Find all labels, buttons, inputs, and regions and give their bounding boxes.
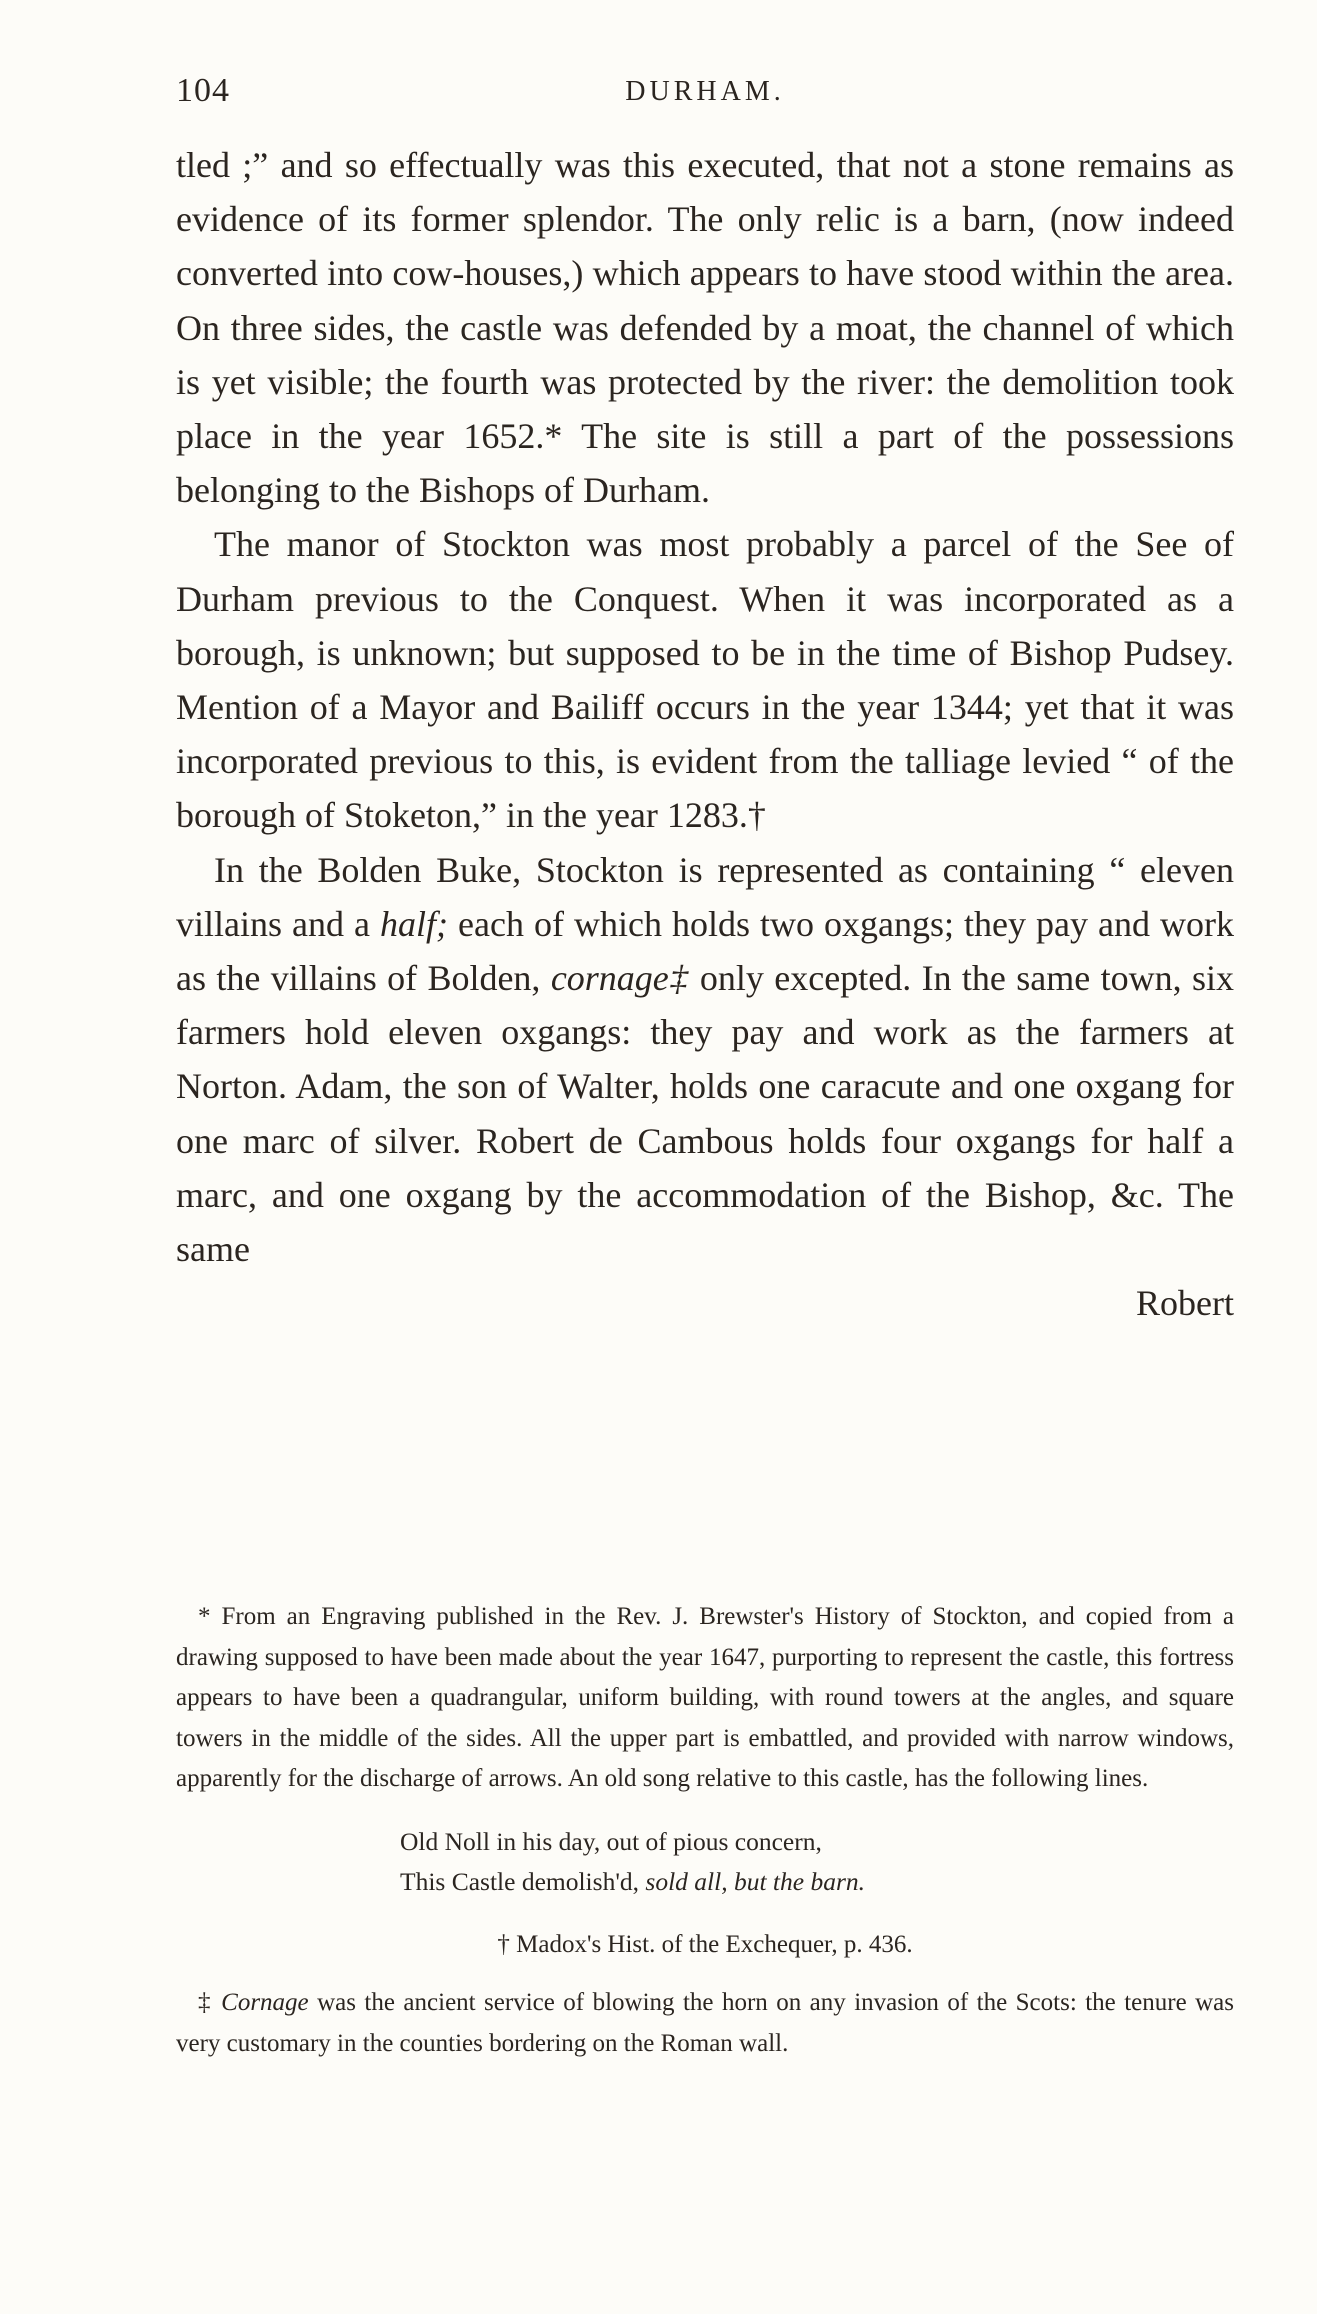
footnote-cornage: [176, 1983, 1234, 2064]
footnote-verse: [176, 1822, 1234, 1903]
paragraph-castle-demolition: tled ;” and so effectually was this executed, that not a stone remains as evidence of its former splendor. The only relic is a barn, (now indeed converted into cow-houses,) which appears to have stood within the area. On three sides, the castle was defended by a moat, the channel of which is yet visible; the fourth was protected by the river: the demolition took place in the year 1652.* The site is still a part of the possessions belonging to the Bishops of Durham.: [176, 145, 1234, 511]
footnote-cornage-text: was the ancient service of blowing the horn on any invasion of the Scots: the tenure was very customary in the counties bordering on the Roman wall.: [176, 1989, 1235, 2057]
bolden-buke-italic-half: half;: [380, 903, 449, 944]
bolden-buke-text-1: In the Bolden Buke, Stockton is represented as containing “ eleven villains and a: [176, 849, 1234, 944]
bolden-buke-text-3: only excepted. In the same town, six farmers hold eleven oxgangs: they pay and work as the farmers at Norton. Adam, the son of Walter, holds one caracute and one oxgang for one marc of silver. Robert de Cambous holds four oxgangs for half a marc, and one oxgang by the accommodation of the Bishop, &c. The same: [176, 958, 1235, 1270]
bolden-buke-text-2: each of which holds two oxgangs; they pay and work as the villains of Bolden,: [176, 903, 1235, 999]
paragraph-manor-of-stockton: The manor of Stockton was most probably a parcel of the See of Durham previous to the Conquest. When it was incorporated as a borough, is unknown; but supposed to be in the time of Bishop Pudsey. Mention of a Mayor and Bailiff occurs in the year 1344; yet that it was incorporated previous to this, is evident from the talliage levied “ of the borough of Stoketon,” in the year 1283.†: [176, 524, 1234, 836]
verse-line-2-italic: sold all, but the barn.: [645, 1867, 866, 1896]
paragraph-bolden-buke: [176, 843, 1234, 1277]
page-header: [176, 72, 1234, 122]
bolden-buke-italic-cornage: cornage‡: [550, 958, 690, 999]
footnote-cornage-term: Cornage: [221, 1989, 309, 2016]
footnote-madox: † Madox's Hist. of the Exchequer, p. 436.: [497, 1930, 913, 1958]
running-head: DURHAM.: [625, 76, 785, 107]
footnote-engraving: * From an Engraving published in the Rev. J. Brewster's History of Stockton, and copied from a drawing supposed to have been made about the year 1647, purporting to represent the castle, this fortress appears to have been a quadrangular, uniform building, with round towers at the angles, and square towers in the middle of the sides. All the upper part is embattled, and provided with narrow windows, apparently for the discharge of arrows. An old song relative to this castle, has the following lines.: [176, 1603, 1234, 1792]
verse-line-2-text: This Castle demolish'd,: [400, 1867, 646, 1896]
verse-line-2: [400, 1862, 1234, 1903]
body-text: [176, 138, 1234, 1330]
verse-line-1: Old Noll in his day, out of pious concern,: [400, 1826, 822, 1856]
footnote-cornage-mark: ‡: [198, 1989, 222, 2016]
page-number: 104: [176, 72, 230, 109]
footnotes: [176, 1597, 1234, 2064]
catchword: Robert: [1136, 1283, 1234, 1324]
